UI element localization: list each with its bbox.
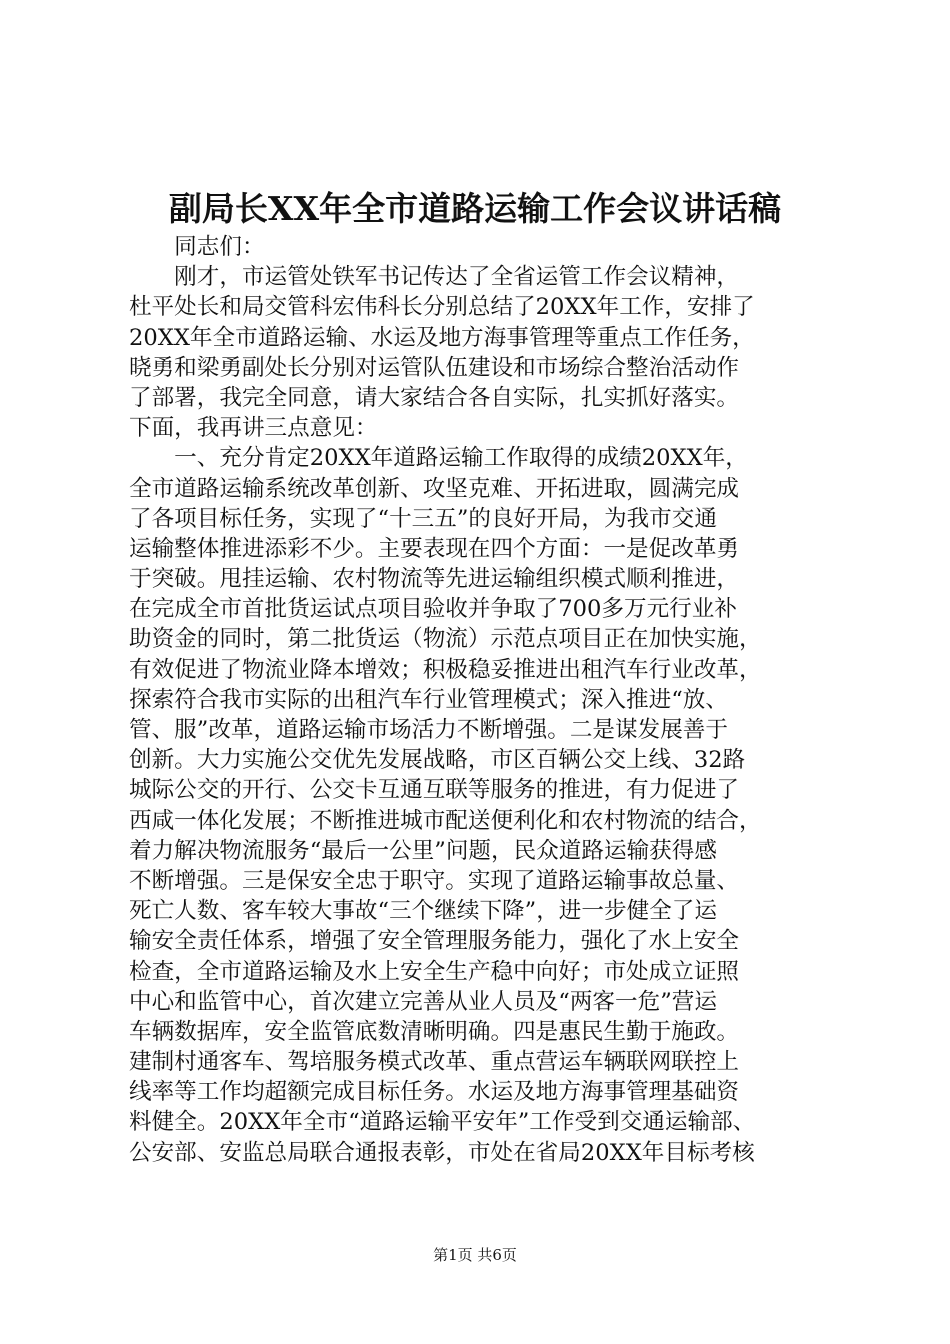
- text-line: 创新。大力实施公交优先发展战略，市区百辆公交上线、32路: [129, 747, 746, 774]
- text-line: 助资金的同时，第二批货运（物流）示范点项目正在加快实施，: [129, 626, 762, 653]
- text-line: 着力解决物流服务“最后一公里”问题，民众道路运输获得感: [129, 837, 717, 864]
- text-line: 一、充分肯定20XX年道路运输工作取得的成绩20XX年，: [129, 445, 748, 472]
- text-line: 有效促进了物流业降本增效；积极稳妥推进出租汽车行业改革，: [129, 656, 762, 683]
- text-line: 建制村通客车、驾培服务模式改革、重点营运车辆联网联控上: [129, 1049, 740, 1076]
- text-line: 同志们：: [129, 234, 265, 260]
- text-line: 不断增强。三是保安全忠于职守。实现了道路运输事故总量、: [129, 867, 740, 894]
- text-line: 城际公交的开行、公交卡互通互联等服务的推进，有力促进了: [129, 777, 740, 804]
- text-line: 中心和监管中心，首次建立完善从业人员及“两客一危”营运: [129, 988, 717, 1015]
- document-title: 副局长XX年全市道路运输工作会议讲话稿: [168, 189, 782, 228]
- text-line: 死亡人数、客车较大事故“三个继续下降”，进一步健全了运: [129, 898, 717, 925]
- text-line: 晓勇和梁勇副处长分别对运管队伍建设和市场综合整治活动作: [129, 354, 740, 381]
- text-line: 全市道路运输系统改革创新、攻坚克难、开拓进取，圆满完成: [129, 475, 740, 502]
- text-line: 刚才，市运管处铁军书记传达了全省运管工作会议精神，: [129, 264, 740, 291]
- text-line: 在完成全市首批货运试点项目验收并争取了700多万元行业补: [129, 596, 737, 623]
- text-line: 车辆数据库，安全监管底数清晰明确。四是惠民生勤于施政。: [129, 1018, 740, 1045]
- text-line: 杜平处长和局交管科宏伟科长分别总结了20XX年工作，安排了: [129, 294, 755, 321]
- document-body: [129, 232, 829, 1168]
- text-line: 20XX年全市道路运输、水运及地方海事管理等重点工作任务，: [129, 324, 755, 351]
- text-line: 运输整体推进添彩不少。主要表现在四个方面：一是促改革勇: [129, 535, 740, 562]
- text-line: 了各项目标任务，实现了“十三五”的良好开局，为我市交通: [129, 505, 717, 532]
- text-line: 输安全责任体系，增强了安全管理服务能力，强化了水上安全: [129, 928, 740, 955]
- text-line: 线率等工作均超额完成目标任务。水运及地方海事管理基础资: [129, 1079, 740, 1106]
- page-footer: 第1页 共6页: [433, 1246, 517, 1264]
- text-line: 了部署，我完全同意，请大家结合各自实际，扎实抓好落实。: [129, 384, 740, 411]
- text-line: 料健全。20XX年全市“道路运输平安年”工作受到交通运输部、: [129, 1109, 756, 1136]
- text-line: 公安部、安监总局联合通报表彰，市处在省局20XX年目标考核: [129, 1139, 755, 1166]
- text-line: 探索符合我市实际的出租汽车行业管理模式；深入推进“放、: [129, 686, 728, 713]
- text-line: 西咸一体化发展；不断推进城市配送便利化和农村物流的结合，: [129, 807, 762, 834]
- text-line: 检查，全市道路运输及水上安全生产稳中向好；市处成立证照: [129, 958, 740, 985]
- text-line: 于突破。甩挂运输、农村物流等先进运输组织模式顺利推进，: [129, 566, 740, 593]
- text-line: 下面，我再讲三点意见：: [129, 415, 378, 442]
- text-line: 管、服”改革，道路运输市场活力不断增强。二是谋发展善于: [129, 717, 728, 743]
